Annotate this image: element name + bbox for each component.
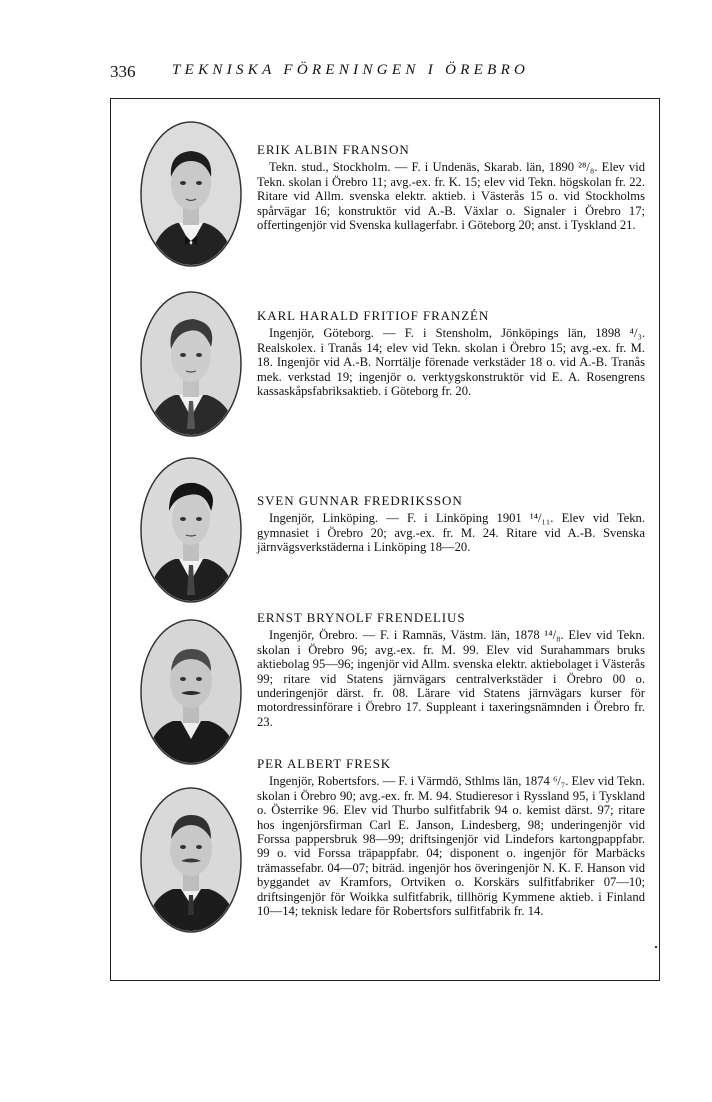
page-number: 336 xyxy=(110,62,136,81)
person-name: ERNST BRYNOLF FRENDELIUS xyxy=(257,610,466,625)
person-name: PER ALBERT FRESK xyxy=(257,756,392,771)
biography-text-block xyxy=(257,757,645,918)
print-speck xyxy=(655,946,657,948)
portrait-photo xyxy=(139,119,243,269)
portrait-photo xyxy=(139,617,243,767)
running-title: TEKNISKA FÖRENINGEN I ÖREBRO xyxy=(172,62,530,78)
biography-text: Tekn. stud., Stockholm. — F. i Undenäs, Skarab. län, 1890 ²⁸/₈. Elev vid Tekn. skolan i Örebro 11; avg.-ex. fr. K. 15; elev vid Tekn. högskolan fr. 22. Ritare vid Allm. svenska elektr. aktieb. i Västerås 15 o. vid Stockholms spårvägar 16; konstruktör vid A.-B. Växlar o. Signaler i Örebro 17; offertingenjör vid Svenska kullagerfabr. i Göteborg 20; anst. i Tyskland 21. xyxy=(257,160,645,233)
biography-text-block xyxy=(257,611,645,729)
portrait-photo xyxy=(139,289,243,439)
person-name: KARL HARALD FRITIOF FRANZÉN xyxy=(257,308,490,323)
person-name: ERIK ALBIN FRANSON xyxy=(257,142,410,157)
person-name: SVEN GUNNAR FREDRIKSSON xyxy=(257,493,463,508)
portrait-photo xyxy=(139,455,243,605)
biography-text: Ingenjör, Linköping. — F. i Linköping 1901 ¹⁴/₁₁. Elev vid Tekn. gymnasiet i Örebro 20; avg.-ex. fr. M. 24. Ritare vid A.-B. Svenska järnvägsverkstäderna i Linköping 18—20. xyxy=(257,511,645,555)
portrait-icon xyxy=(139,455,243,605)
biography-text: Ingenjör, Robertsfors. — F. i Värmdö, Sthlms län, 1874 ⁶/₇. Elev vid Tekn. skolan i Örebro 90; avg.-ex. fr. M. 94. Studieresor i Ryssland 95, i Tyskland o. Österrike 96. Elev vid Thurbo sulfitfabrik 94 o. kemist därst. 97; ritare hos ingenjörsfirman Carl E. Janson, Lindesberg, 98; underingenjör vid Forssa pappersbruk 98—99; driftsingenjör vid Lindefors kartongpappfabr. 99 o. vid Forssa träpappfabr. 04; disponent o. ingenjör för Marbäcks trämassefabr. 04—07; biträd. ingenjör hos överingenjör N. K. F. Hanson vid byggandet av Kramfors, Ortviken o. Korskärs sulfitfabriker 07—10; driftsingenjör för Woikka sulfitfabrik, tillhörig Kymmene aktieb. i Finland 10—14; teknisk ledare för Robertsfors sulfitfabrik fr. 14. xyxy=(257,774,645,919)
portrait-icon xyxy=(139,289,243,439)
portrait-photo xyxy=(139,785,243,935)
portrait-icon xyxy=(139,617,243,767)
page-header xyxy=(110,62,630,84)
biography-text: Ingenjör, Örebro. — F. i Ramnäs, Västm. län, 1878 ¹⁴/₈. Elev vid Tekn. skolan i Örebro 96; avg.-ex. fr. M. 99. Elev vid Surahammars bruks aktiebolag 95—96; ingenjör vid Allm. svenska elektr. aktiebolaget i Västerås 99; ritare vid Statens järnvägars centralverkstäder i Örebro 00 o. underingenjör därst. fr. 08. Lärare vid Statens järnvägars kurser för motordressinförare i Örebro 17. Suppleant i taxeringsnämnden i Örebro fr. 23. xyxy=(257,628,645,729)
portrait-icon xyxy=(139,119,243,269)
biography-text-block xyxy=(257,309,645,398)
biography-text-block xyxy=(257,143,645,232)
biography-text: Ingenjör, Göteborg. — F. i Stensholm, Jönköpings län, 1898 ⁴/₃. Realskolex. i Tranås 14; elev vid Tekn. skolan i Örebro 15; avg.-ex. fr. M. 18. Ingenjör vid A.-B. Norrtälje förenade verkstäder 18 o. vid A.-B. Tranås mek. verkstad 19; ingenjör o. verktygskonstruktör vid E. A. Rosengrens kassaskåpsfabriksaktieb. i Göteborg fr. 20. xyxy=(257,326,645,399)
content-frame xyxy=(110,98,660,981)
portrait-icon xyxy=(139,785,243,935)
biography-text-block xyxy=(257,494,645,555)
